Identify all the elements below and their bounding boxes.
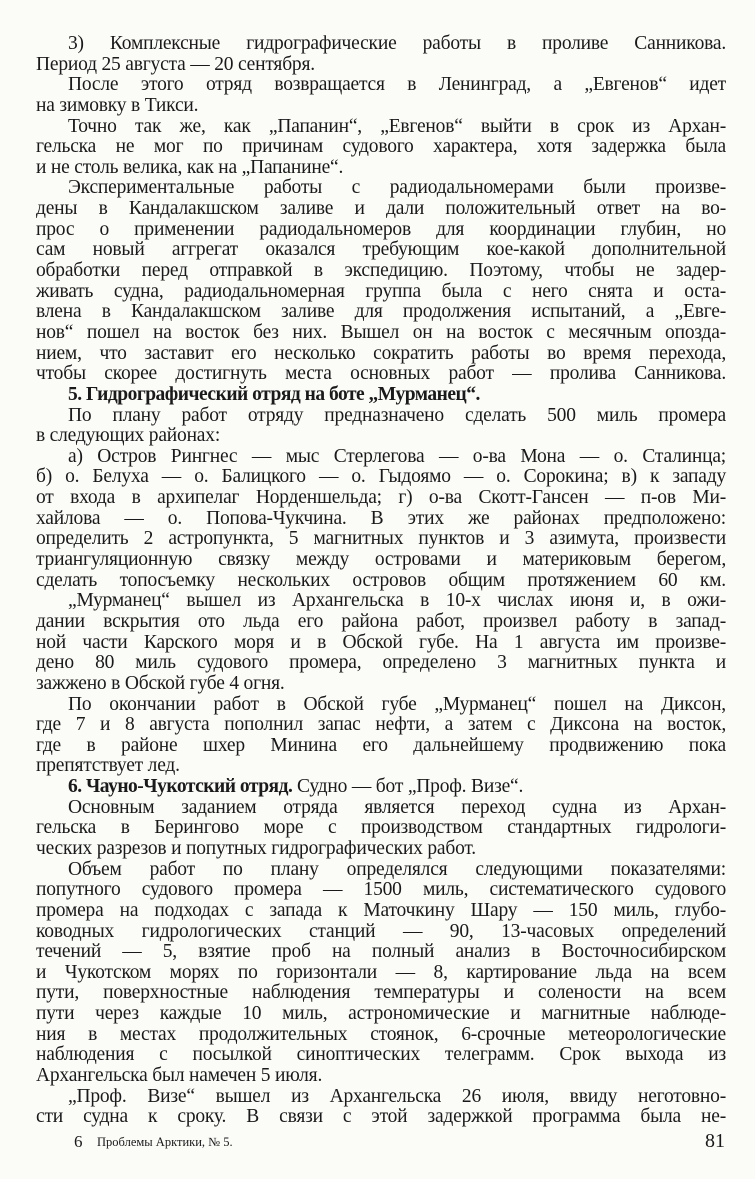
text-line: ния в местах продолжительных стоянок, 6-срочные метеорологические [36, 1023, 726, 1045]
text-line: и не столь велика, как на „Папанине“. [36, 156, 344, 178]
text-line: дено 80 миль судового промера, определено 3 магнитных пункта и [36, 652, 726, 674]
text-line: Точно так же, как „Папанин“, „Евгенов“ выйти в срок из Архан- [68, 115, 726, 137]
text-line: „Мурманец“ вышел из Архангельска в 10-х числах июня и, в ожи- [68, 590, 726, 612]
text-line: пути через каждые 10 миль, астрономические и магнитные наблюде- [36, 1003, 726, 1025]
text-line: Объем работ по плану определялся следующими показателями: [68, 858, 726, 880]
signature-mark: 6 [74, 1132, 83, 1151]
text-line: а) Остров Рингнес — мыс Стерлегова — о-ва Мона — о. Сталинца; [68, 445, 726, 467]
text-line: пути, поверхностные наблюдения температуры и солености на всем [36, 982, 726, 1004]
text-line: где в районе шхер Минина его дальнейшему продвижению пока [36, 734, 726, 756]
text-line: чтобы скорее достигнуть места основных работ — пролива Санникова. [36, 363, 726, 385]
text-line: ной части Карского моря и в Обской губе. На 1 августа им произве- [36, 631, 726, 653]
text-line: определить 2 астропункта, 5 магнитных пунктов и 3 азимута, произвести [36, 528, 726, 550]
text-line: триангуляционную связку между островами и материковым берегом, [36, 549, 726, 571]
text-line: прос о применении радиодальномеров для координации глубин, но [36, 218, 726, 240]
text-line: дании вскрытия ото льда его района работ, произвел работу в запад- [36, 610, 726, 632]
text-line: зажжено в Обской губе 4 огня. [36, 672, 285, 694]
text-line: хайлова — о. Попова-Чукчина. В этих же районах предположено: [36, 507, 726, 529]
text-line: сти судна к сроку. В связи с этой задержкой программа была не- [36, 1106, 726, 1128]
text-line: По плану работ отряду предназначено сделать 500 миль промера [68, 404, 726, 426]
text-line: гельска не мог по причинам судового характера, хотя задержка была [36, 136, 726, 158]
journal-title: Проблемы Арктики, № 5. [97, 1135, 233, 1149]
text-line: влена в Кандалакшском заливе для продолжения испытаний, а „Евге- [36, 301, 726, 323]
page-footer [0, 1132, 755, 1156]
section-heading: 5. Гидрографический отряд на боте „Мурманец“. [68, 383, 480, 405]
section-heading-line [36, 777, 726, 798]
text-line: на зимовку в Тикси. [36, 94, 199, 116]
text-line: По окончании работ в Обской губе „Мурманец“ пошел на Диксон, [68, 693, 726, 715]
text-line: промера на подходах с запада к Маточкину Шару — 150 миль, глубо- [36, 899, 726, 921]
text-line: Архангельска был намечен 5 июля. [36, 1065, 323, 1087]
text-line: живать судна, радиодальномерная группа была с него снята и оста- [36, 280, 726, 302]
text-line: нов“ пошел на восток без них. Вышел он на восток с месячным опозда- [36, 321, 726, 343]
text-line: где 7 и 8 августа пополнил запас нефти, а затем с Диксона на восток, [36, 714, 726, 736]
section-heading-line [36, 385, 726, 406]
text-line: и Чукотском морях по горизонтали — 8, картирование льда на всем [36, 961, 726, 983]
section-heading: 6. Чауно-Чукотский отряд. [68, 776, 293, 798]
text-line: сам новый аггрегат оказался требующим кое-какой дополнительной [36, 239, 726, 261]
body-text [36, 34, 726, 1128]
text-line: обработки перед отправкой в экспедицию. Поэтому, чтобы не задер- [36, 260, 726, 282]
text-line: от входа в архипелаг Норденшельда; г) о-ва Скотт-Гансен — п-ов Ми- [36, 487, 726, 509]
text-line: течений — 5, взятие проб на полный анализ в Восточносибирском [36, 941, 726, 963]
text-line: Период 25 августа — 20 сентября. [36, 53, 315, 75]
text-line: Экспериментальные работы с радиодальномерами были произве- [68, 177, 726, 199]
page-number: 81 [705, 1130, 725, 1152]
text-line: в следующих районах: [36, 425, 221, 447]
text-line: ководных гидрологических станций — 90, 13-часовых определений [36, 920, 726, 942]
text-line: сделать топосъемку нескольких островов общим протяжением 60 км. [36, 569, 726, 591]
text-line: дены в Кандалакшском заливе и дали положительный ответ на во- [36, 198, 726, 220]
text-line: Основным заданием отряда является переход судна из Архан- [68, 796, 726, 818]
text-line: нием, что заставит его несколько сократить работы во время перехода, [36, 342, 726, 364]
text-line: препятствует лед. [36, 755, 180, 777]
text-line: „Проф. Визе“ вышел из Архангельска 26 июля, ввиду неготовно- [68, 1085, 726, 1107]
text-line: наблюдения с посылкой синоптических телеграмм. Срок выхода из [36, 1044, 726, 1066]
text-line: 3) Комплексные гидрографические работы в проливе Санникова. [68, 33, 726, 54]
text-line: После этого отряд возвращается в Ленинград, а „Евгенов“ идет [68, 74, 726, 96]
text-line: ческих разрезов и попутных гидрографических работ. [36, 837, 476, 859]
text-line: б) о. Белуха — о. Балицкого — о. Гыдоямо — о. Сорокина; в) к западу [36, 466, 726, 488]
text-line: попутного судового промера — 1500 миль, систематического судового [36, 879, 726, 901]
text-line: гельска в Берингово море с производством стандартных гидрологи- [36, 817, 726, 839]
heading-subtext: Судно — бот „Проф. Визе“. [292, 776, 524, 798]
